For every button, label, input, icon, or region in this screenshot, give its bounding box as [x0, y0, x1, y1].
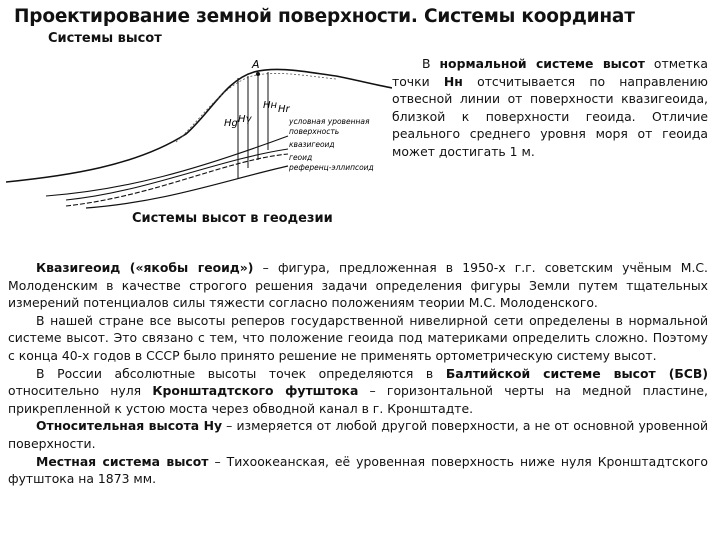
section-heading: Системы высот в геодезии: [132, 211, 333, 226]
paragraph-relative-height: Относительная высота Hy – измеряется от любой другой поверхности, а не от основной уровенной поверхности.: [8, 418, 708, 451]
height-systems-figure: [6, 50, 392, 210]
point-a-marker: [256, 72, 260, 76]
height-label-hg: Hg: [224, 118, 238, 129]
paragraph-local-system: Местная система высот – Тихоокеанская, её уровенная поверхность ниже нуля Кронштадтского футштока на 1873 мм.: [8, 453, 708, 487]
paragraph-baltic-system: В России абсолютные высоты точек определяются в Балтийской системе высот (БСВ) относительно нуля Кронштадтского футштока – горизонтальной черты на медной пластине, прикрепленной к устою моста через обводной канал в г. Кронштадте.: [8, 365, 708, 416]
page-subtitle: Системы высот: [48, 31, 162, 46]
page-title: Проектирование земной поверхности. Системы координат: [14, 6, 635, 27]
label-geoid: геоид: [289, 153, 313, 162]
normal-system-description: В нормальной системе высот отметка точки Hн отсчитывается по направлению отвесной линии от поверхности квазигеоида, близкой к поверхности геоида. Отличие реального среднего уровня моря от геоида может достигать 1 м.: [392, 56, 708, 159]
paragraph-quasigeoid: Квазигеоид («якобы геоид») – фигура, предложенная в 1950-х г.г. советским учёным М.С. Молоденским в качестве строгого решения задачи определения фигуры Земли путем тщательных измерений потенциалов силы тяжести согласно положениям теории М.С. Молоденского.: [8, 260, 708, 311]
label-ellipsoid: референц-эллипсоид: [289, 163, 374, 172]
height-label-hn: Hн: [263, 100, 278, 111]
label-level-surface: условная уровенная: [289, 117, 370, 126]
height-label-hr: Hr: [278, 104, 290, 115]
label-level-surface-2: поверхность: [289, 127, 340, 136]
body-text: [8, 259, 708, 488]
paragraph-normal-heights: В нашей стране все высоты реперов государственной нивелирной сети определены в нормальной системе высот. Это связано с тем, что положение геоида под материками определить сложно. Поэтому с конца 40-х годов в СССР было принято решение не применять ортометрическую систему высот.: [8, 312, 708, 363]
point-a-label: A: [252, 58, 260, 71]
height-label-hy: Hγ: [238, 114, 252, 125]
label-quasigeoid: квазигеоид: [289, 140, 335, 149]
geoid-curve: [66, 154, 288, 206]
